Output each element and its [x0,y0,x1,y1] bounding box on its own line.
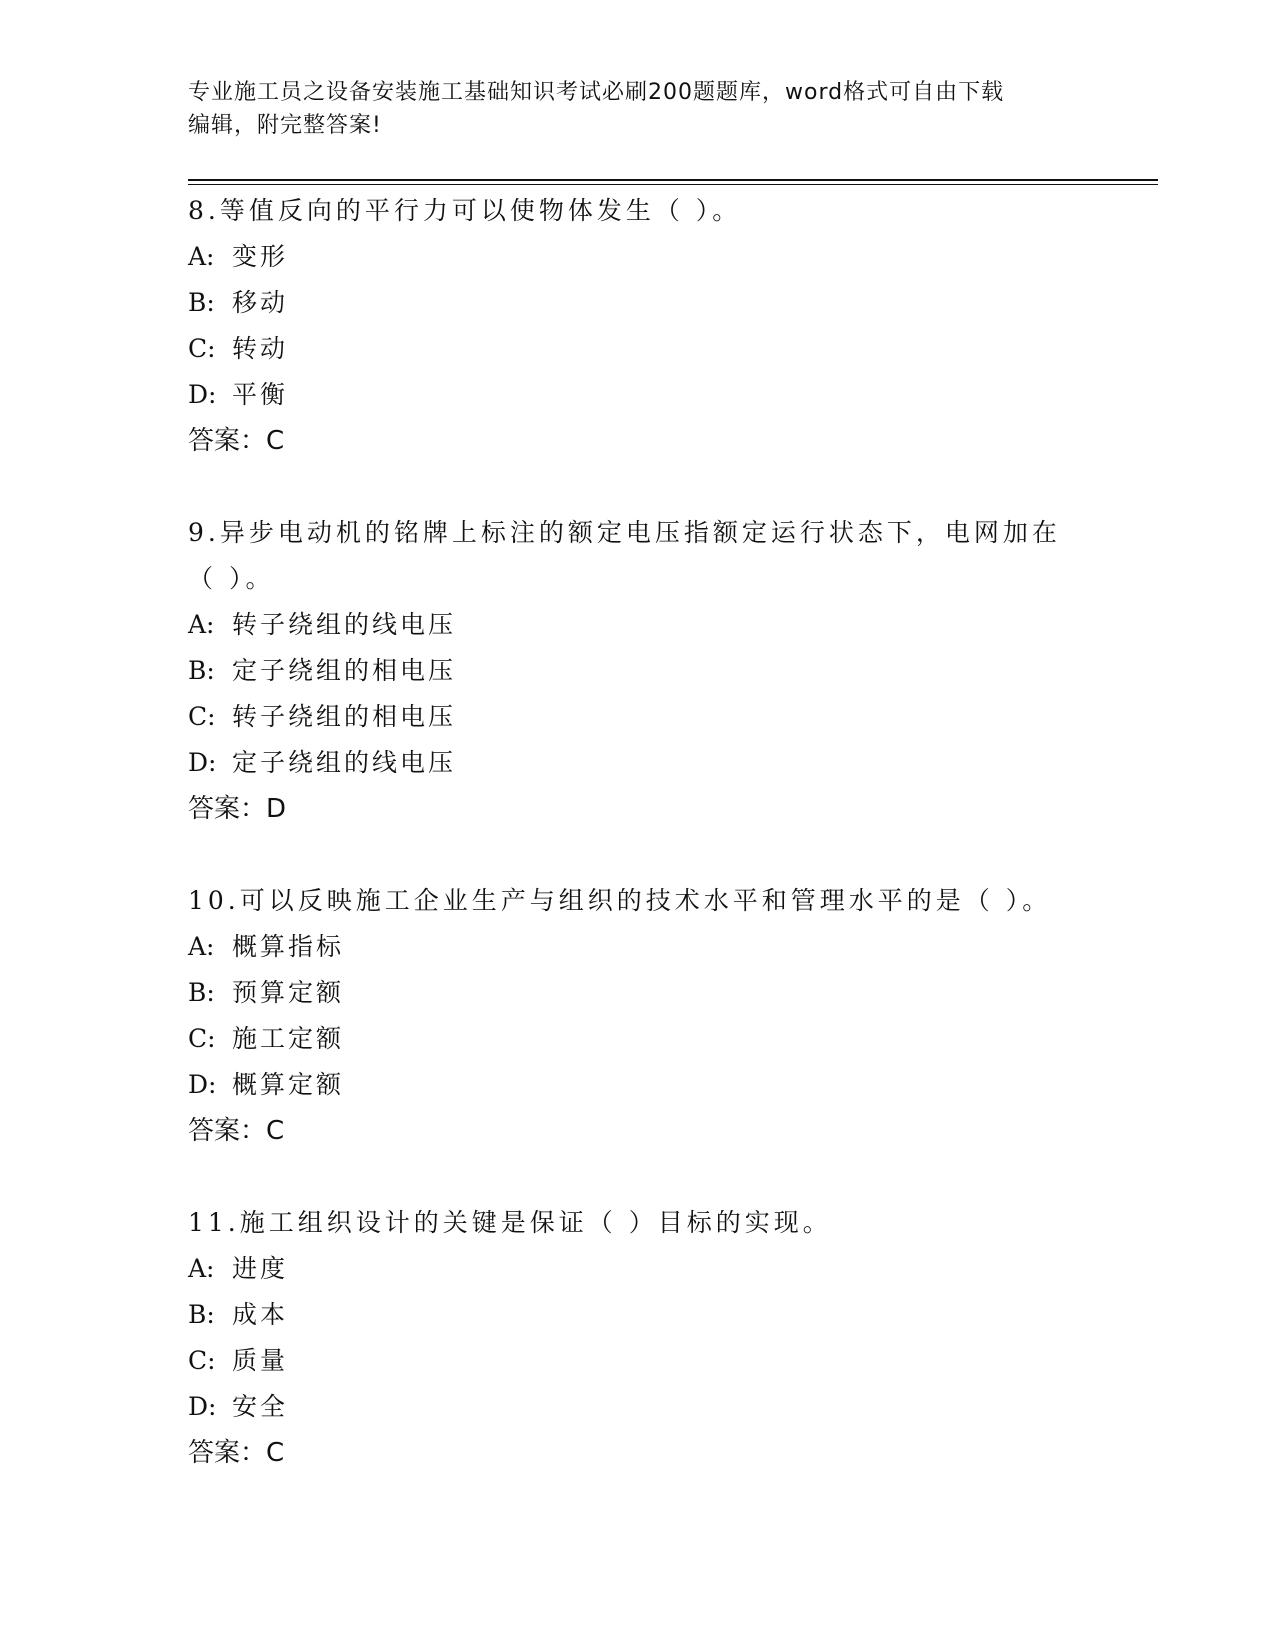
option-text: 转子绕组的相电压 [232,702,457,731]
question-list [188,188,1158,1476]
option-c [188,694,1158,740]
option-text: 安全 [232,1392,289,1421]
option-letter: D: [188,1392,217,1421]
option-letter: C: [188,334,216,363]
option-d [188,1384,1158,1430]
option-d [188,740,1158,786]
question-9 [188,510,1158,878]
document-page [188,0,1158,1650]
answer-line: 答案：C [188,426,285,456]
option-a [188,924,1158,970]
option-b [188,648,1158,694]
option-c [188,326,1158,372]
option-text: 预算定额 [232,978,345,1007]
option-text: 质量 [232,1346,289,1375]
option-letter: A: [188,1254,215,1283]
question-stem [188,878,1088,924]
option-a [188,602,1158,648]
question-stem-line: 8.等值反向的平行力可以使物体发生（ ）。 [188,196,742,225]
answer-line: 答案：C [188,1116,285,1146]
question-stem [188,510,1088,602]
option-b [188,280,1158,326]
question-stem-line: 10.可以反映施工企业生产与组织的技术水平和管理水平的是（ ）。 [188,886,1052,915]
spacer [188,1154,1158,1200]
option-text: 进度 [232,1254,289,1283]
option-text: 概算指标 [232,932,345,961]
option-d [188,372,1158,418]
option-text: 定子绕组的相电压 [232,656,457,685]
option-text: 变形 [232,242,289,271]
spacer [188,832,1158,878]
answer-line: 答案：C [188,1438,285,1468]
option-letter: A: [188,932,215,961]
question-stem [188,1200,1088,1246]
answer-line: 答案：D [188,794,287,824]
option-letter: D: [188,1070,217,1099]
option-letter: C: [188,702,216,731]
spacer [188,464,1158,510]
option-d [188,1062,1158,1108]
option-letter: D: [188,380,217,409]
question-10 [188,878,1158,1200]
question-stem [188,188,1088,234]
option-letter: D: [188,748,217,777]
option-letter: C: [188,1024,216,1053]
option-text: 施工定额 [232,1024,345,1053]
option-letter: B: [188,978,215,1007]
option-c [188,1338,1158,1384]
option-letter: A: [188,610,215,639]
option-letter: B: [188,656,215,685]
option-b [188,1292,1158,1338]
option-text: 成本 [232,1300,289,1329]
option-a [188,1246,1158,1292]
option-b [188,970,1158,1016]
option-letter: B: [188,288,215,317]
option-letter: C: [188,1346,216,1375]
option-a [188,234,1158,280]
question-11 [188,1200,1158,1476]
option-text: 移动 [232,288,289,317]
option-letter: B: [188,1300,215,1329]
option-text: 转子绕组的线电压 [232,610,457,639]
option-text: 平衡 [232,380,289,409]
question-stem-line: 9.异步电动机的铭牌上标注的额定电压指额定运行状态下，电网加在 [188,518,1061,547]
header-divider-thick [188,179,1158,181]
option-text: 概算定额 [232,1070,345,1099]
option-text: 转动 [232,334,289,363]
question-stem-line: （ ）。 [188,564,275,593]
header-divider-thin [188,184,1158,185]
option-text: 定子绕组的线电压 [232,748,457,777]
question-8 [188,188,1158,510]
header-line-2: 编辑，附完整答案! [188,113,382,138]
option-letter: A: [188,242,215,271]
document-header [188,76,1068,142]
question-stem-line: 11.施工组织设计的关键是保证（ ）目标的实现。 [188,1208,832,1237]
header-line-1: 专业施工员之设备安装施工基础知识考试必刷200题题库，word格式可自由下载 [188,80,1005,105]
option-c [188,1016,1158,1062]
